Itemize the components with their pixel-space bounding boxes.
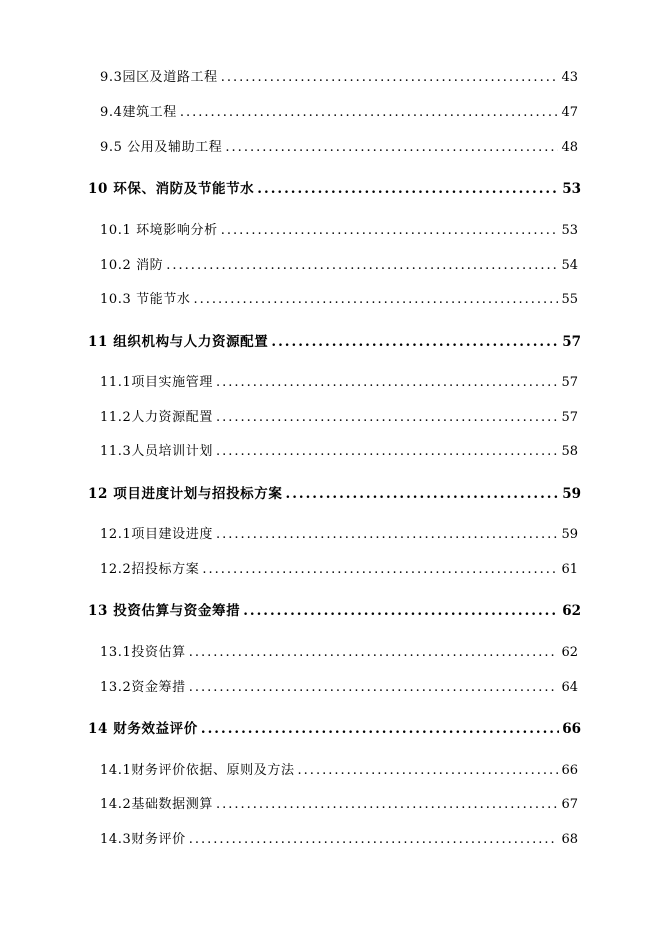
dot-leader [216, 410, 559, 426]
dot-leader [286, 486, 560, 502]
dot-leader [202, 562, 558, 578]
toc-chapter-entry[interactable] [88, 334, 581, 350]
toc-chapter-entry[interactable] [88, 721, 581, 737]
toc-entry-label: 9.4建筑工程 [100, 105, 177, 120]
toc-entry-label: 9.3园区及道路工程 [100, 70, 218, 85]
dot-leader [271, 334, 559, 350]
toc-chapter-entry[interactable] [88, 181, 581, 197]
toc-entry[interactable] [100, 763, 578, 779]
toc-entry[interactable] [100, 527, 578, 543]
toc-page-number: 62 [561, 645, 578, 660]
toc-entry[interactable] [100, 410, 578, 426]
toc-entry-label: 13.1投资估算 [100, 645, 186, 660]
toc-entry-label: 9.5 公用及辅助工程 [100, 140, 223, 155]
toc-entry[interactable] [100, 680, 578, 696]
toc-chapter-entry[interactable] [88, 603, 581, 619]
toc-page-number: 62 [562, 603, 581, 619]
toc-entry-label: 11 组织机构与人力资源配置 [88, 334, 269, 350]
dot-leader [166, 258, 558, 274]
dot-leader [298, 763, 559, 779]
toc-page-number: 48 [561, 140, 578, 155]
toc-entry-label: 11.1项目实施管理 [100, 375, 213, 390]
dot-leader [221, 223, 559, 239]
toc-page-number: 59 [562, 486, 581, 502]
dot-leader [180, 105, 559, 121]
toc-entry-label: 11.3人员培训计划 [100, 444, 213, 459]
toc-entry[interactable] [100, 645, 578, 661]
toc-entry[interactable] [100, 832, 578, 848]
toc-entry-label: 14.3财务评价 [100, 832, 186, 847]
toc-page-number: 68 [561, 832, 578, 847]
dot-leader [189, 680, 559, 696]
toc-entry[interactable] [100, 292, 578, 308]
dot-leader [193, 292, 558, 308]
toc-page-number: 61 [561, 562, 578, 577]
toc-entry[interactable] [100, 258, 578, 274]
toc-entry[interactable] [100, 375, 578, 391]
toc-entry-label: 13 投资估算与资金筹措 [88, 603, 241, 619]
dot-leader [225, 140, 558, 156]
toc-page-number: 57 [561, 375, 578, 390]
toc-entry-label: 14 财务效益评价 [88, 721, 198, 737]
dot-leader [201, 721, 559, 737]
dot-leader [189, 645, 559, 661]
toc-entry-label: 10.2 消防 [100, 258, 164, 273]
dot-leader [243, 603, 559, 619]
toc-page-number: 43 [561, 70, 578, 85]
dot-leader [221, 70, 559, 86]
toc-entry-label: 12.1项目建设进度 [100, 527, 213, 542]
toc-entry[interactable] [100, 105, 578, 121]
toc-chapter-entry[interactable] [88, 486, 581, 502]
dot-leader [216, 527, 559, 543]
toc-entry[interactable] [100, 70, 578, 86]
toc-page-number: 47 [561, 105, 578, 120]
toc-page-number: 57 [561, 410, 578, 425]
toc-entry[interactable] [100, 444, 578, 460]
toc-entry-label: 10.3 节能节水 [100, 292, 191, 307]
toc-page-number: 54 [561, 258, 578, 273]
toc-page-number: 53 [561, 223, 578, 238]
toc-entry[interactable] [100, 562, 578, 578]
toc-page-number: 67 [561, 797, 578, 812]
toc-entry-label: 12.2招投标方案 [100, 562, 200, 577]
toc-page-number: 53 [562, 181, 581, 197]
toc-page-number: 57 [562, 334, 581, 350]
toc-entry-label: 10 环保、消防及节能节水 [88, 181, 255, 197]
toc-entry-label: 14.1财务评价依据、原则及方法 [100, 763, 295, 778]
toc-page-number: 59 [561, 527, 578, 542]
toc-page-number: 66 [562, 721, 581, 737]
dot-leader [216, 444, 559, 460]
toc-entry-label: 11.2人力资源配置 [100, 410, 213, 425]
dot-leader [216, 375, 559, 391]
toc-entry[interactable] [100, 140, 578, 156]
toc-page-number: 58 [561, 444, 578, 459]
dot-leader [216, 797, 559, 813]
dot-leader [257, 181, 559, 197]
dot-leader [189, 832, 559, 848]
toc-entry-label: 14.2基础数据测算 [100, 797, 213, 812]
toc-entry-label: 10.1 环境影响分析 [100, 223, 218, 238]
toc-entry-label: 13.2资金筹措 [100, 680, 186, 695]
toc-entry-label: 12 项目进度计划与招投标方案 [88, 486, 283, 502]
toc-entry[interactable] [100, 223, 578, 239]
toc-page-number: 55 [561, 292, 578, 307]
toc-page-number: 66 [561, 763, 578, 778]
toc-entry[interactable] [100, 797, 578, 813]
toc-page-number: 64 [561, 680, 578, 695]
